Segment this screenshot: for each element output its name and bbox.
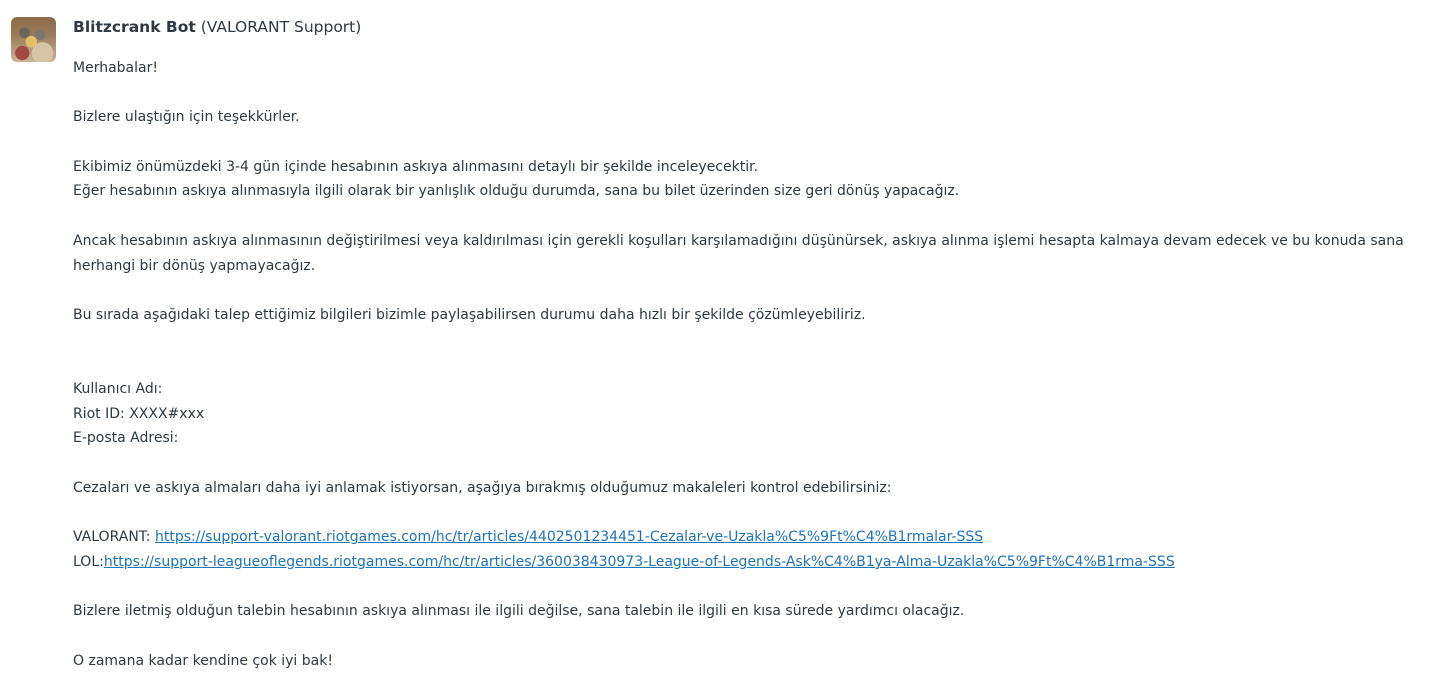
- field-username: Kullanıcı Adı:: [73, 381, 163, 398]
- thanks-text: Bizlere ulaştığın için teşekkürler.: [73, 109, 300, 126]
- lol-article-line: [73, 550, 1433, 575]
- valorant-article-link[interactable]: https://support-valorant.riotgames.com/hc/tr/articles/4402501234451-Cezalar-ve-Uzakla%C5%9Ft%C4%B1rmalar-SSS: [154, 529, 984, 546]
- review-text-2: Eğer hesabının askıya alınmasıyla ilgili olarak bir yanlışlık olduğu durumda, sana bu bilet üzerinden size geri dönüş yapacağız.: [73, 183, 960, 200]
- valorant-article-line: [73, 525, 1433, 550]
- field-riot-id: Riot ID: XXXX#xxx: [73, 405, 205, 422]
- request-info-text: Bu sırada aşağıdaki talep ettiğimiz bilgileri bizimle paylaşabilirsen durumu daha hızlı bir şekilde çözümleyebiliriz.: [73, 306, 866, 323]
- message-header: [73, 17, 361, 37]
- other-request-text: Bizlere iletmiş olduğun talebin hesabının askıya alınması ile ilgili değilse, sana talebin ile ilgili en kısa sürede yardımcı olacağız.: [73, 603, 965, 620]
- message-body: [73, 56, 1433, 673]
- valorant-label: VALORANT:: [73, 529, 155, 546]
- author-role: (VALORANT Support): [195, 18, 362, 36]
- review-text-1: Ekibimiz önümüzdeki 3-4 gün içinde hesabının askıya alınmasını detaylı bir şekilde inceleyecektir.: [73, 158, 759, 175]
- author-name[interactable]: Blitzcrank Bot: [73, 18, 196, 36]
- field-email: E-posta Adresi:: [73, 430, 179, 447]
- articles-intro-text: Cezaları ve askıya almaları daha iyi anlamak istiyorsan, aşağıya bırakmış olduğumuz makaleleri kontrol edebilirsiniz:: [73, 479, 892, 496]
- conditions-text: Ancak hesabının askıya alınmasının değiştirilmesi veya kaldırılması için gerekli koşulları karşılamadığını düşünürsek, askıya alınma işlemi hesapta kalmaya devam edecek ve bu konuda sana herhangi bir dönüş yapmayacağız.: [73, 232, 1404, 274]
- lol-article-link[interactable]: https://support-leagueoflegends.riotgames.com/hc/tr/articles/360038430973-League-of-Legends-Ask%C4%B1ya-Alma-Uzakla%C5%9Ft%C4%B1rma-SSS: [103, 553, 1175, 570]
- greeting-text: Merhabalar!: [73, 60, 158, 76]
- bot-avatar-icon[interactable]: [11, 17, 56, 62]
- closing-text: O zamana kadar kendine çok iyi bak!: [73, 652, 333, 669]
- lol-label: LOL:: [73, 553, 104, 570]
